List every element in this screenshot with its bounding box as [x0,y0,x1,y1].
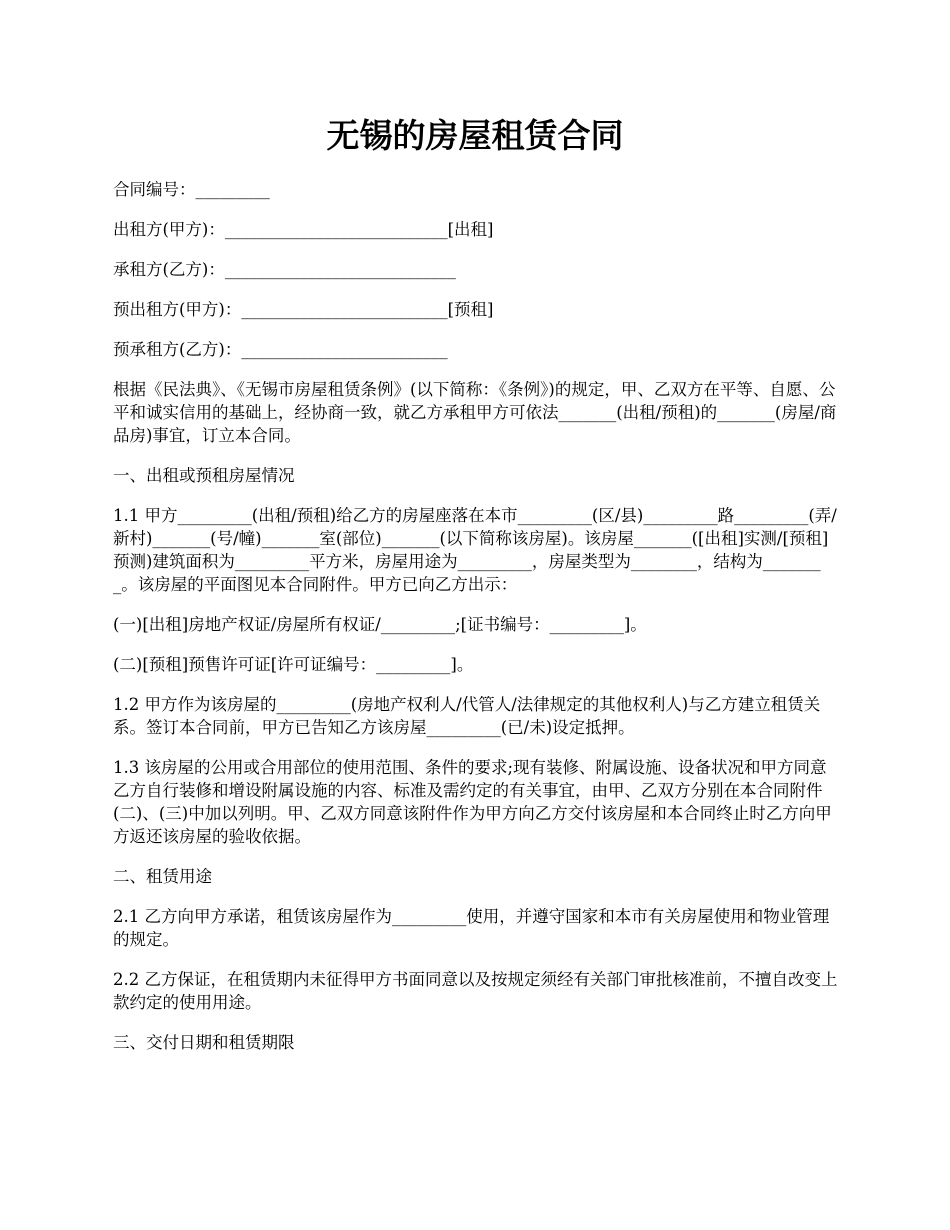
clause-2-1: 2.1 乙方向甲方承诺，租赁该房屋作为_________使用，并遵守国家和本市有关房屋使用和物业管理的规定。 [113,907,830,949]
section-heading-3: 三、交付日期和租赁期限 [113,1033,295,1052]
clause-1-3: 1.3 该房屋的公用或合用部位的使用范围、条件的要求;现有装修、附属设施、设备状况和甲方同意乙方自行装修和增设附属设施的内容、标准及需约定的有关事宜，由甲、乙双方分别在本合同附件(二)、(三)中加以列明。甲、乙双方同意该附件作为甲方向乙方交付该房屋和本合同终止时乙方向甲方返还该房屋的验收依据。 [113,758,832,846]
clause-1-2: 1.2 甲方作为该房屋的_________(房地产权利人/代管人/法律规定的其他权利人)与乙方建立租赁关系。签订本合同前，甲方已告知乙方该房屋_________(已/未)设定抵押。 [113,695,821,737]
preamble-paragraph: 根据《民法典》、《无锡市房屋租赁条例》(以下简称：《条例》)的规定，甲、乙双方在平等、自愿、公平和诚实信用的基础上，经协商一致，就乙方承租甲方可依法_______(出租/预租)的_______(房屋/商品房)事宜，订立本合同。 [113,380,837,445]
clause-1-1-item-1: (一)[出租]房地产权证/房屋所有权证/_________;[证书编号：_________]。 [113,615,647,634]
section-heading-2: 二、租赁用途 [113,867,212,886]
document-body [113,178,839,1071]
clause-1-1: 1.1 甲方_________(出租/预租)给乙方的房屋座落在本市_________(区/县)_________路_________(弄/新村)_______(号/幢)_______室(部位)_______(以下简称该房屋)。该房屋_______([出租]实测/[预租]预测)建筑面积为_________平方米，房屋用途为_________，房屋类型为________，结构为________。该房屋的平面图见本合同附件。甲方已向乙方出示： [113,506,837,594]
lessee-line: 承租方(乙方)：____________________________ [113,260,456,279]
pre-lessee-line: 预承租方(乙方)：_________________________ [113,340,448,359]
section-heading-1: 一、出租或预租房屋情况 [113,466,295,485]
clause-2-2: 2.2 乙方保证，在租赁期内未征得甲方书面同意以及按规定须经有关部门审批核准前，不擅自改变上款约定的使用用途。 [113,970,838,1012]
pre-lessor-line: 预出租方(甲方)：_________________________[预租] [113,300,494,319]
lessor-line: 出租方(甲方)：___________________________[出租] [113,220,494,239]
document-title: 无锡的房屋租赁合同 [326,116,624,155]
contract-number-line: 合同编号：_________ [113,180,270,199]
clause-1-1-item-2: (二)[预租]预售许可证[许可证编号：_________]。 [113,655,474,674]
